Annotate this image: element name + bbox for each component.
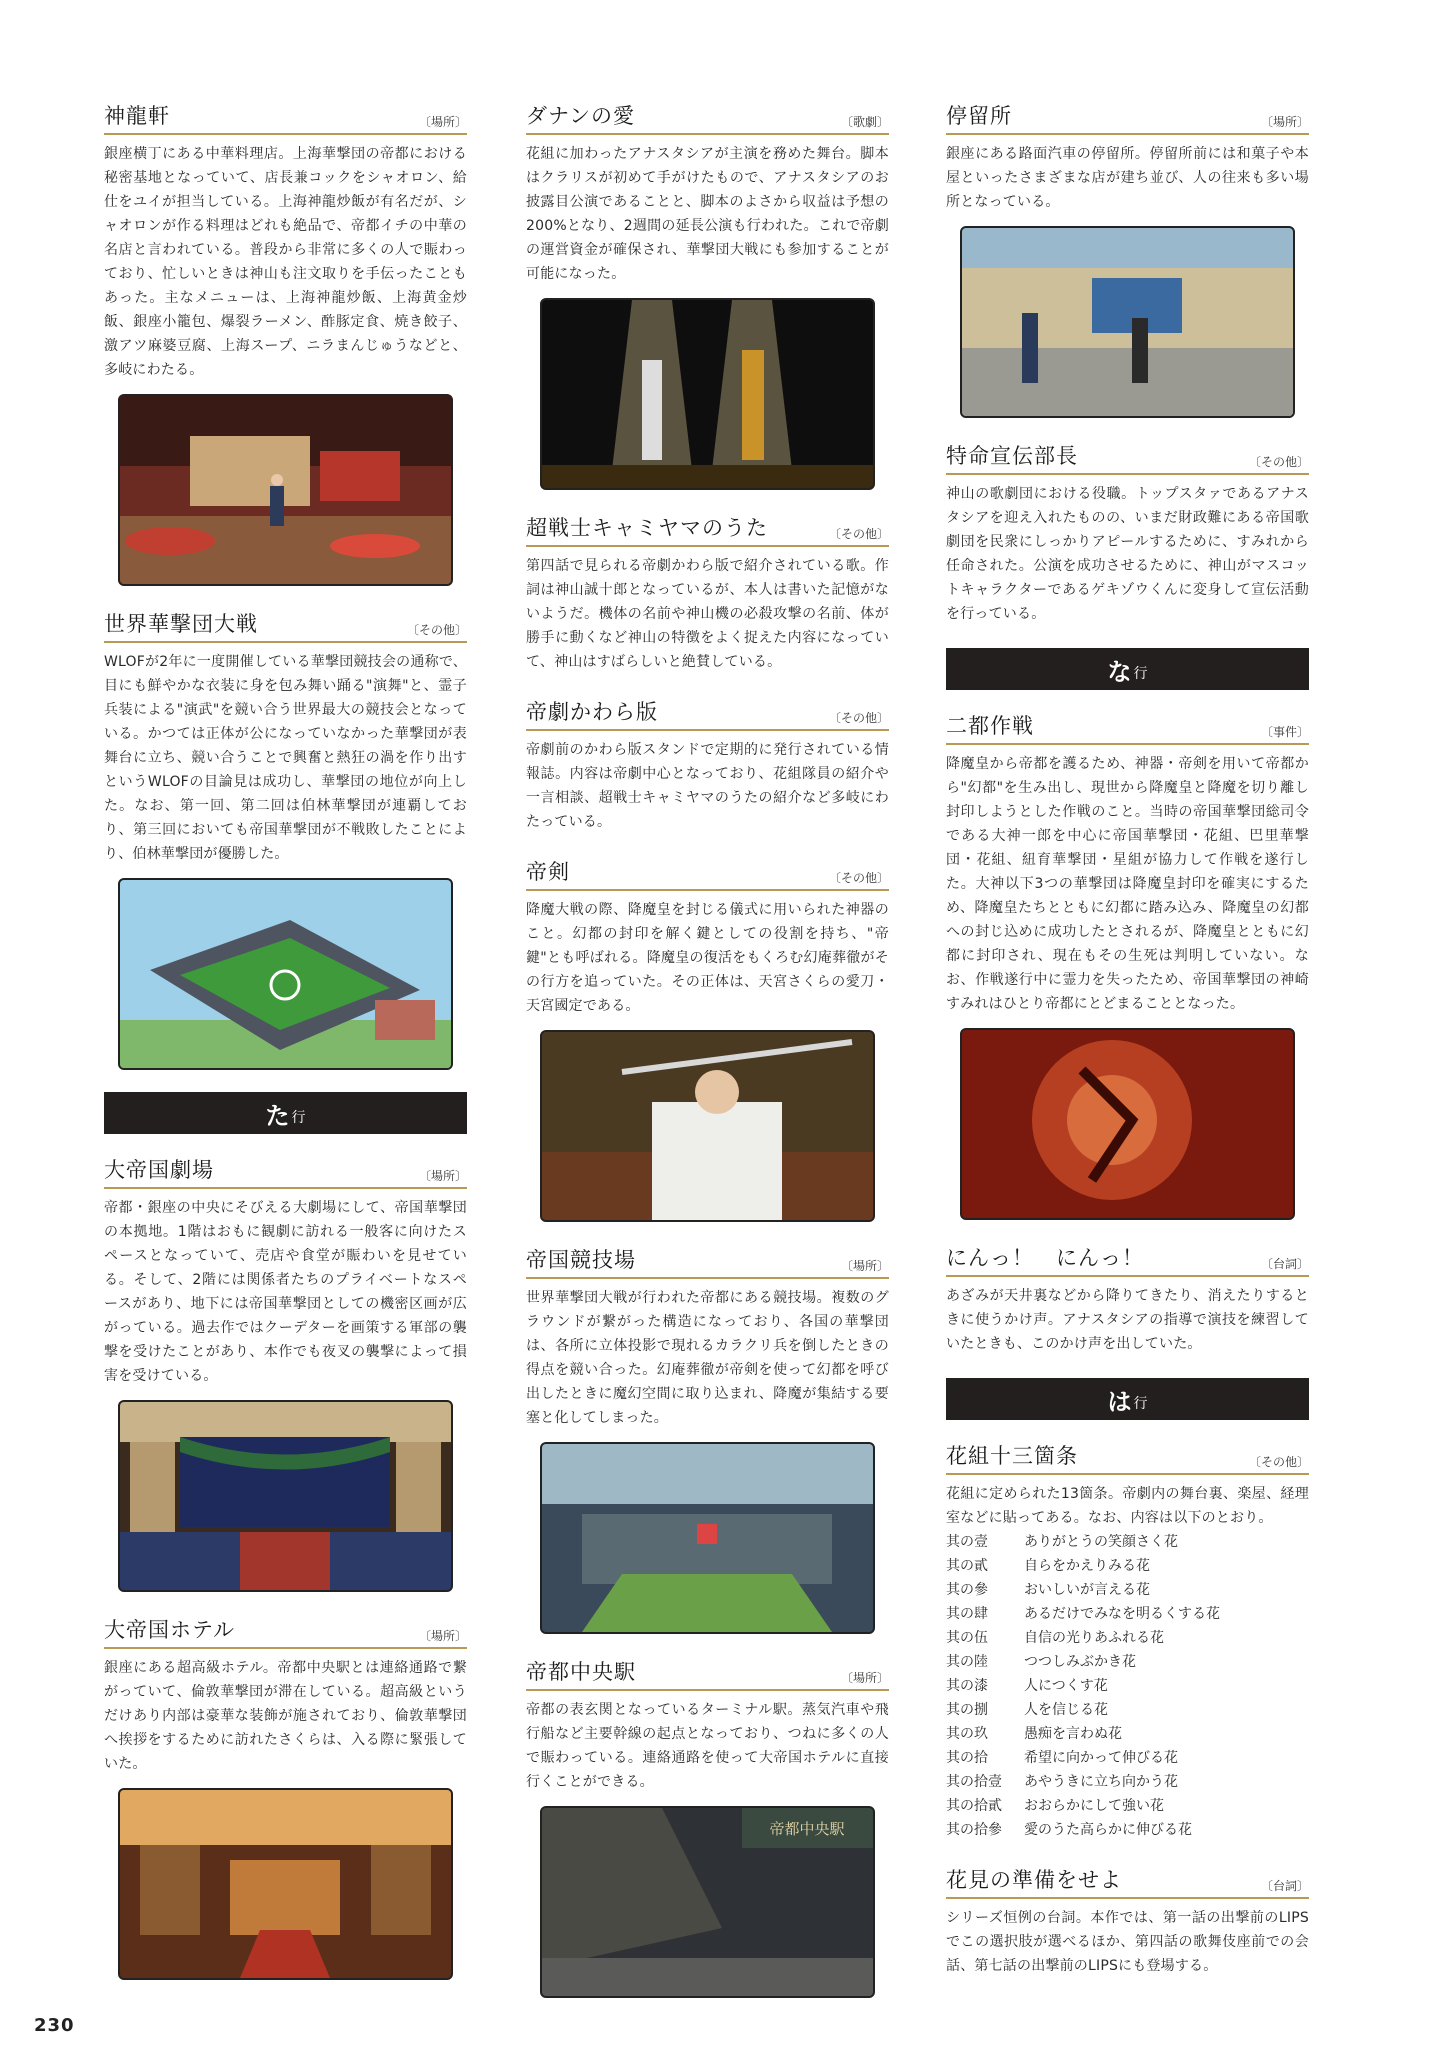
- entry-category-tag: 〔その他〕: [828, 871, 889, 885]
- entry-text: 銀座にある路面汽車の停留所。停留所前には和菓子や本屋といったさまざまな店が建ち並び、人の往来も多い場所となっている。: [946, 146, 1309, 210]
- shenlong-restaurant-screenshot: [118, 394, 453, 586]
- section-header-suffix: 行: [1133, 666, 1148, 682]
- section-header: [104, 1092, 467, 1134]
- rule-number: 其の漆: [946, 1678, 988, 1694]
- glossary-entry: [526, 100, 889, 490]
- section-header-kana: な: [1107, 656, 1132, 686]
- entry-category-tag: 〔その他〕: [1248, 1455, 1309, 1469]
- glossary-entry: [526, 512, 889, 674]
- entry-title: 帝国競技場: [526, 1248, 636, 1272]
- section-header: [946, 1378, 1309, 1420]
- rule-item: [946, 1698, 1309, 1722]
- rule-text: 人につくす花: [1024, 1678, 1108, 1694]
- entry-category-tag: 〔場所〕: [1260, 115, 1309, 129]
- rule-item: [946, 1650, 1309, 1674]
- glossary-entry: [946, 1242, 1309, 1356]
- entry-header: [526, 100, 889, 135]
- entry-text: WLOFが2年に一度開催している華撃団競技会の通称で、目にも鮮やかな衣装に身を包み舞い踊る"演舞"と、霊子兵装による"演武"を競い合う世界最大の競技会となっている。かつては正体が公になっていなかった華撃団が表舞台に立ち、競い合うことで興奮と熱狂の渦を作り出すというWLOFの目論見は成功し、華撃団の地位が向上した。なお、第一回、第二回は伯林華撃団が連覇しており、第三回においても帝国華撃団が不戦敗したことにより、伯林華撃団が優勝した。: [104, 654, 467, 862]
- section-header-suffix: 行: [291, 1110, 306, 1126]
- stadium-aerial-screenshot: [118, 878, 453, 1070]
- entry-header: [526, 512, 889, 547]
- rules-list: [946, 1530, 1309, 1842]
- page-number: 230: [34, 2015, 75, 2036]
- entry-title: 特命宣伝部長: [946, 444, 1078, 468]
- entry-text: 帝都の表玄関となっているターミナル駅。蒸気汽車や飛行船など主要幹線の起点となっており、つねに多くの人で賑わっている。連絡通路を使って大帝国ホテルに直接行くことができる。: [526, 1702, 889, 1790]
- entry-category-tag: 〔台詞〕: [1260, 1257, 1309, 1271]
- entry-title: 帝劇かわら版: [526, 700, 658, 724]
- tram-stop-screenshot: [960, 226, 1295, 418]
- entry-category-tag: 〔事件〕: [1260, 725, 1309, 739]
- entry-category-tag: 〔場所〕: [418, 1169, 467, 1183]
- glossary-entry: [946, 1440, 1309, 1842]
- entry-category-tag: 〔その他〕: [828, 711, 889, 725]
- glossary-entry: [104, 1614, 467, 1980]
- rule-text: つつしみぶかき花: [1024, 1654, 1136, 1670]
- entry-header: [946, 100, 1309, 135]
- entry-title: 花組十三箇条: [946, 1444, 1078, 1468]
- rule-item: [946, 1818, 1309, 1842]
- rule-text: 自信の光りあふれる花: [1024, 1630, 1164, 1646]
- rule-text: ありがとうの笑顔さく花: [1024, 1534, 1178, 1550]
- entry-title: 帝都中央駅: [526, 1660, 636, 1684]
- entry-category-tag: 〔歌劇〕: [840, 115, 889, 129]
- rule-number: 其の伍: [946, 1630, 988, 1646]
- glossary-entry: [104, 1154, 467, 1592]
- rule-text: 愛のうた高らかに伸びる花: [1024, 1822, 1192, 1838]
- nito-operation-screenshot: [960, 1028, 1295, 1220]
- entry-title: 停留所: [946, 104, 1012, 128]
- rule-text: おおらかにして強い花: [1024, 1798, 1164, 1814]
- entry-header: [946, 1440, 1309, 1475]
- entry-title: 神龍軒: [104, 104, 170, 128]
- entry-header: [526, 856, 889, 891]
- entry-text: 帝都・銀座の中央にそびえる大劇場にして、帝国華撃団の本拠地。1階はおもに観劇に訪れる一般客に向けたスペースとなっていて、売店や食堂が賑わいを見せている。そして、2階には関係者たちのプライベートなスペースがあり、地下には帝国華撃団としての機密区画が広がっている。過去作ではクーデターを画策する軍部の襲撃を受けたことがあり、本作でも夜叉の襲撃によって損害を受けている。: [104, 1200, 467, 1384]
- rule-text: あるだけでみなを明るくする花: [1024, 1606, 1220, 1622]
- section-header-kana: た: [265, 1100, 290, 1130]
- entry-header: [946, 710, 1309, 745]
- rule-number: 其の肆: [946, 1606, 988, 1622]
- rule-text: 愚痴を言わぬ花: [1024, 1726, 1122, 1742]
- entry-title: 花見の準備をせよ: [946, 1868, 1122, 1892]
- glossary-entry: [946, 440, 1309, 626]
- entry-category-tag: 〔場所〕: [418, 1629, 467, 1643]
- rule-number: 其の陸: [946, 1654, 988, 1670]
- rule-item: [946, 1794, 1309, 1818]
- rule-item: [946, 1602, 1309, 1626]
- entry-text: 第四話で見られる帝劇かわら版で紹介されている歌。作詞は神山誠十郎となっているが、本人は書いた記憶がないようだ。機体の名前や神山機の必殺攻撃の名前、体が勝手に動くなど神山の特徴をよく捉えた内容になっていて、神山はすばらしいと絶賛している。: [526, 558, 889, 670]
- rule-item: [946, 1578, 1309, 1602]
- entry-category-tag: 〔その他〕: [1248, 455, 1309, 469]
- rule-number: 其の拾: [946, 1750, 988, 1766]
- rule-item: [946, 1674, 1309, 1698]
- teiken-sword-screenshot: [540, 1030, 875, 1222]
- rule-item: [946, 1554, 1309, 1578]
- entry-text: 銀座にある超高級ホテル。帝都中央駅とは連絡通路で繋がっていて、倫敦華撃団が滞在している。超高級というだけあり内部は豪華な装飾が施されており、倫敦華撃団へ挨拶をするために訪れたさくらは、入る際に緊張していた。: [104, 1660, 467, 1772]
- rule-text: あやうきに立ち向かう花: [1024, 1774, 1178, 1790]
- rule-text: 自らをかえりみる花: [1024, 1558, 1150, 1574]
- entry-header: [946, 1242, 1309, 1277]
- entry-title: 二都作戦: [946, 714, 1034, 738]
- arena-field-screenshot: [540, 1442, 875, 1634]
- entry-header: [104, 100, 467, 135]
- entry-title: にんっ！ にんっ！: [946, 1246, 1144, 1270]
- glossary-entry: [946, 1864, 1309, 1978]
- section-header: [946, 648, 1309, 690]
- entry-header: [946, 1864, 1309, 1899]
- rule-number: 其の玖: [946, 1726, 988, 1742]
- glossary-entry: [526, 856, 889, 1222]
- entry-category-tag: 〔台詞〕: [1260, 1879, 1309, 1893]
- entry-header: [526, 1656, 889, 1691]
- rule-number: 其の拾參: [946, 1822, 1002, 1838]
- rule-text: おいしいが言える花: [1024, 1582, 1150, 1598]
- rule-number: 其の參: [946, 1582, 988, 1598]
- rule-number: 其の拾貳: [946, 1798, 1002, 1814]
- entry-category-tag: 〔その他〕: [406, 623, 467, 637]
- entry-text: 神山の歌劇団における役職。トップスタァであるアナスタシアを迎え入れたものの、いまだ財政難にある帝国歌劇団を民衆にしっかりアピールするために、すみれから任命された。公演を成功させるために、神山がマスコットキャラクターであるゲキゾウくんに変身して宣伝活動を行っている。: [946, 486, 1309, 622]
- entry-category-tag: 〔その他〕: [828, 527, 889, 541]
- rule-number: 其の拾壹: [946, 1774, 1002, 1790]
- column-middle: [526, 100, 889, 2020]
- entry-text: シリーズ恒例の台詞。本作では、第一話の出撃前のLIPSでこの選択肢が選べるほか、第四話の歌舞伎座前での会話、第七話の出撃前のLIPSにも登場する。: [946, 1910, 1309, 1974]
- glossary-entry: [526, 1656, 889, 1998]
- hotel-lobby-screenshot: [118, 1788, 453, 1980]
- danan-stage-screenshot: [540, 298, 875, 490]
- rule-number: 其の壹: [946, 1534, 988, 1550]
- entry-title: 超戦士キャミヤマのうた: [526, 516, 768, 540]
- theater-stage-screenshot: [118, 1400, 453, 1592]
- rule-number: 其の貳: [946, 1558, 988, 1574]
- glossary-entry: [104, 608, 467, 1070]
- section-header-kana: は: [1107, 1386, 1132, 1416]
- rule-item: [946, 1626, 1309, 1650]
- glossary-entry: [946, 100, 1309, 418]
- rule-item: [946, 1530, 1309, 1554]
- entry-text: 銀座横丁にある中華料理店。上海華撃団の帝都における秘密基地となっていて、店長兼コックをシャオロン、給仕をユイが担当している。上海神龍炒飯が有名だが、シャオロンが作る料理はどれも絶品で、帝都イチの中華の名店と言われている。普段から非常に多くの人で賑わっており、忙しいときは神山も注文取りを手伝ったこともあった。主なメニューは、上海神龍炒飯、上海黄金炒飯、銀座小籠包、爆裂ラーメン、酢豚定食、焼き餃子、激アツ麻婆豆腐、上海スープ、ニラまんじゅうなどと、多岐にわたる。: [104, 146, 467, 378]
- entry-header: [104, 1614, 467, 1649]
- central-station-screenshot: [540, 1806, 875, 1998]
- entry-text: 降魔皇から帝都を護るため、神器・帝剣を用いて帝都から"幻都"を生み出し、現世から降魔皇と降魔を切り離し封印しようとした作戦のこと。当時の帝国華撃団総司令である大神一郎を中心に帝国華撃団・花組、巴里華撃団・花組、紐育華撃団・星組が協力して作戦を遂行した。大神以下3つの華撃団は降魔皇封印を確実にするため、降魔皇たちとともに幻都に踏み込み、降魔皇の幻都への封じ込めに成功したとされるが、降魔皇とともに幻都に封印され、現在もその生死は判明していない。なお、作戦遂行中に霊力を失ったため、帝国華撃団の神崎すみれはひとり帝都にとどまることとなった。: [946, 756, 1309, 1012]
- entry-title: 大帝国劇場: [104, 1158, 214, 1182]
- entry-text: 花組に定められた13箇条。帝劇内の舞台裏、楽屋、経理室などに貼ってある。なお、内容は以下のとおり。: [946, 1486, 1309, 1526]
- entry-header: [526, 696, 889, 731]
- entry-header: [946, 440, 1309, 475]
- glossary-entry: [526, 1244, 889, 1634]
- entry-text: 帝劇前のかわら版スタンドで定期的に発行されている情報誌。内容は帝劇中心となっており、花組隊員の紹介や一言相談、超戦士キャミヤマのうたの紹介など多岐にわたっている。: [526, 742, 889, 830]
- rule-number: 其の捌: [946, 1702, 988, 1718]
- rule-item: [946, 1722, 1309, 1746]
- entry-title: ダナンの愛: [526, 104, 635, 128]
- entry-title: 世界華撃団大戦: [104, 612, 258, 636]
- glossary-entry: [526, 696, 889, 834]
- entry-category-tag: 〔場所〕: [418, 115, 467, 129]
- glossary-entry: [104, 100, 467, 586]
- rule-text: 人を信じる花: [1024, 1702, 1108, 1718]
- entry-header: [104, 1154, 467, 1189]
- entry-category-tag: 〔場所〕: [840, 1259, 889, 1273]
- entry-text: 降魔大戦の際、降魔皇を封じる儀式に用いられた神器のこと。幻都の封印を解く鍵としての役割を持ち、"帝鍵"とも呼ばれる。降魔皇の復活をもくろむ幻庵葬徹がその行方を追っていた。その正体は、天宮さくらの愛刀・天宮國定である。: [526, 902, 889, 1014]
- rule-item: [946, 1746, 1309, 1770]
- column-left: [104, 100, 467, 2002]
- entry-text: あざみが天井裏などから降りてきたり、消えたりするときに使うかけ声。アナスタシアの指導で演技を練習していたときも、このかけ声を出していた。: [946, 1288, 1309, 1352]
- svg-text:帝都中央駅: 帝都中央駅: [769, 1820, 845, 1838]
- glossary-entry: [946, 710, 1309, 1220]
- entry-text: 世界華撃団大戦が行われた帝都にある競技場。複数のグラウンドが繋がった構造になっており、各国の華撃団は、各所に立体投影で現れるカラクリ兵を倒したときの得点を競い合った。幻庵葬徹が帝剣を使って幻都を呼び出したときに魔幻空間に取り込まれ、降魔が集結する要塞と化してしまった。: [526, 1290, 889, 1426]
- entry-text: 花組に加わったアナスタシアが主演を務めた舞台。脚本はクラリスが初めて手がけたもので、アナスタシアのお披露目公演であることと、脚本のよさから収益は予想の200%となり、2週間の延長公演も行われた。これで帝劇の運営資金が確保され、華撃団大戦にも参加することが可能になった。: [526, 146, 889, 282]
- column-right: [946, 100, 1309, 2000]
- entry-header: [104, 608, 467, 643]
- entry-header: [526, 1244, 889, 1279]
- entry-category-tag: 〔場所〕: [840, 1671, 889, 1685]
- rule-item: [946, 1770, 1309, 1794]
- rule-text: 希望に向かって伸びる花: [1024, 1750, 1178, 1766]
- entry-title: 帝剣: [526, 860, 570, 884]
- section-header-suffix: 行: [1133, 1396, 1148, 1412]
- entry-title: 大帝国ホテル: [104, 1618, 235, 1642]
